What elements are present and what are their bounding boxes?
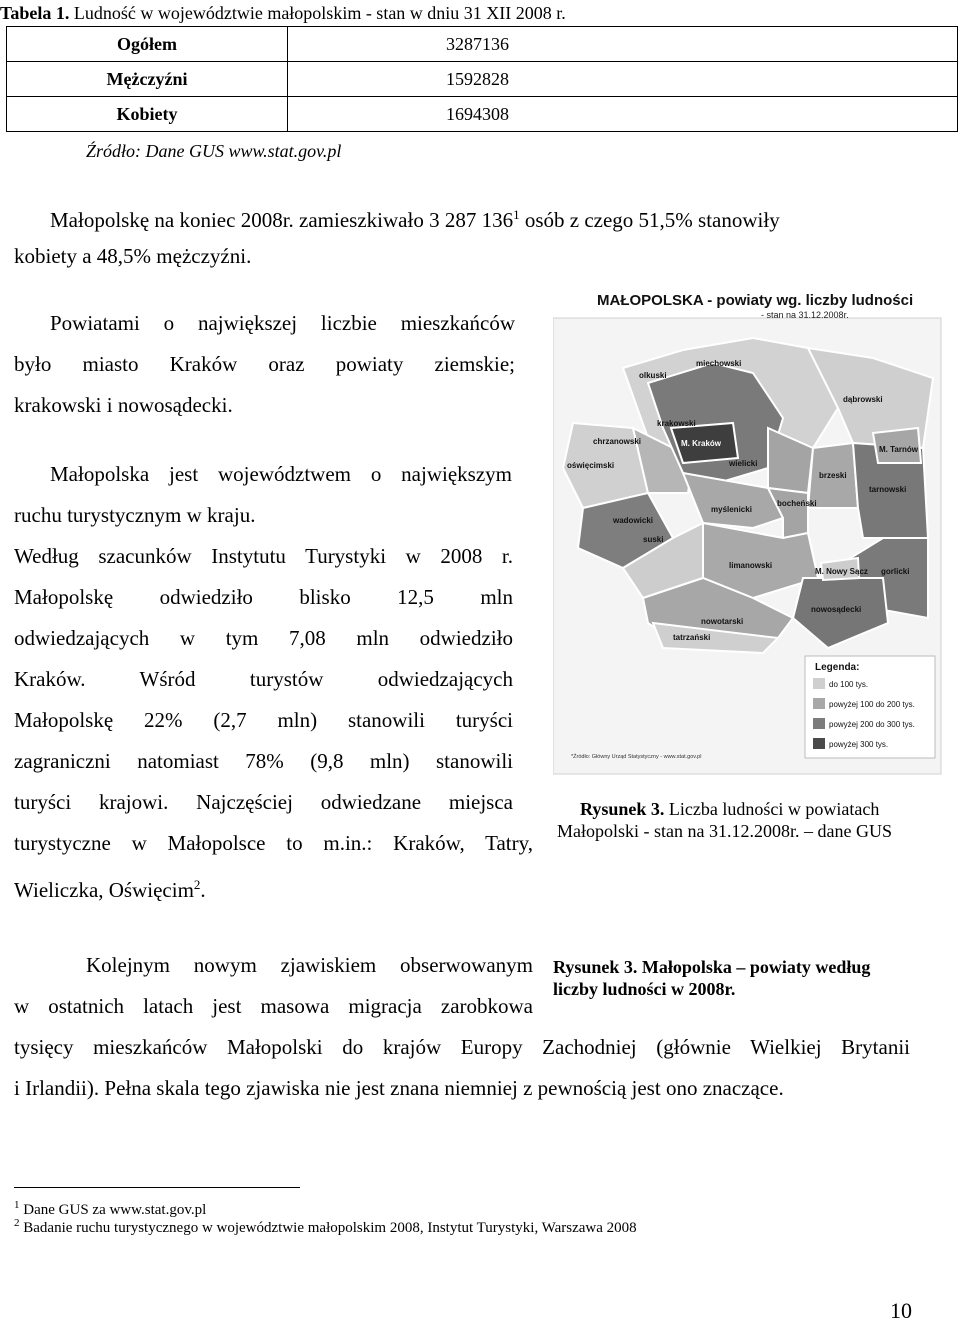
map-label: olkuski	[639, 371, 667, 380]
map-label: suski	[643, 535, 664, 544]
map-label: dąbrowski	[843, 395, 883, 404]
footnote-2: $^2$ Badanie ruchu turystycznego w województwie małopolskim 2008, Instytut Turystyki, Warszawa 2008	[14, 1217, 637, 1236]
legend-swatch	[813, 678, 825, 689]
paragraph-2-line: krakowski i nowosądecki.	[14, 393, 233, 417]
map-subtitle: - stan na 31.12.2008r.	[761, 310, 849, 320]
paragraph-2-line: było miasto Kraków oraz powiaty ziemskie;	[14, 352, 515, 376]
paragraph-4-line-4: i Irlandii). Pełna skala tego zjawiska nie jest znana niemniej z pewnością jest ono znaczące.	[14, 1076, 784, 1100]
figure-caption-2-line-2: liczby ludności w 2008r.	[553, 979, 736, 999]
table-cell-label: Kobiety	[7, 97, 288, 132]
footnote-ref-1: 1	[513, 207, 520, 222]
legend-label: do 100 tys.	[829, 680, 869, 689]
map-label: tatrzański	[673, 633, 711, 642]
table-cell-value: 1694308	[446, 103, 509, 124]
legend-swatch	[813, 738, 825, 749]
paragraph-3-line: Według szacunków Instytutu Turystyki w 2008 r.	[14, 544, 513, 568]
map-label: brzeski	[819, 471, 847, 480]
paragraph-3-line: ruchu turystycznym w kraju.	[14, 503, 256, 527]
paragraph-1-line-2: kobiety a 48,5% mężczyźni.	[14, 244, 252, 268]
map-label: limanowski	[729, 561, 773, 570]
table-cell-value: 3287136	[446, 33, 509, 54]
figure-caption-2-line-1: Rysunek 3. Małopolska – powiaty według	[553, 957, 871, 977]
map-label: bocheński	[777, 499, 817, 508]
map-label: chrzanowski	[593, 437, 642, 446]
map-title: MAŁOPOLSKA - powiaty wg. liczby ludności	[597, 292, 914, 309]
map-label: M. Nowy Sącz	[815, 567, 868, 576]
table-cell-value: 1592828	[446, 68, 509, 89]
paragraph-1-line-1: Małopolskę na koniec 2008r. zamieszkiwało 3 287 $136^1$ osób z czego 51,5% stanowiły	[50, 207, 780, 232]
page-number: 10	[890, 1298, 912, 1323]
footnote-1: $^1$ Dane GUS za www.stat.gov.pl	[14, 1199, 207, 1218]
table-row	[7, 97, 958, 132]
powiaty-map	[553, 278, 943, 778]
table-caption-label: Tabela 1.	[0, 3, 70, 23]
legend-title: Legenda:	[815, 662, 860, 673]
footnote-separator	[14, 1187, 300, 1188]
map-label: nowosądecki	[811, 605, 862, 614]
paragraph-3-line: Małopolskę 22% (2,7 mln) stanowili turyści	[14, 708, 513, 732]
map-label: M. Kraków	[681, 439, 722, 448]
legend-swatch	[813, 698, 825, 709]
map-label: nowotarski	[701, 617, 744, 626]
paragraph-2-line: Powiatami o największej liczbie mieszkańców	[50, 311, 515, 335]
map-label: gorlicki	[881, 567, 910, 576]
map-legend	[805, 656, 935, 758]
paragraph-4-line-2: w ostatnich latach jest masowa migracja zarobkowa	[14, 994, 533, 1018]
legend-label: powyżej 100 do 200 tys.	[829, 700, 915, 709]
table-cell-label: Ogółem	[7, 27, 288, 62]
legend-swatch	[813, 718, 825, 729]
footnote-ref-2: 2	[193, 877, 201, 892]
map-source-note: *Źródło: Główny Urząd Statystyczny - www.stat.gov.pl	[571, 754, 702, 760]
map-label: miechowski	[696, 359, 742, 368]
paragraph-4-line-3: tysięcy mieszkańców Małopolski do krajów Europy Zachodniej (głównie Wielkiej Brytanii	[14, 1035, 910, 1059]
map-label: tarnowski	[869, 485, 907, 494]
legend-label: powyżej 200 do 300 tys.	[829, 720, 915, 729]
paragraph-3-line: turystyczne w Małopolsce to m.in.: Kraków, Tatry,	[14, 831, 533, 855]
table-cell-label: Mężczyźni	[7, 62, 288, 97]
paragraph-3-line: Kraków. Wśród turystów odwiedzających	[14, 667, 513, 691]
figure-caption-line-1: Rysunek 3. Liczba ludności w powiatach	[580, 799, 880, 819]
paragraph-3-last-line: Wieliczka, Oświęcim$^2$.	[14, 877, 206, 902]
figure-caption-line-2: Małopolski - stan na 31.12.2008r. – dane GUS	[557, 821, 892, 841]
paragraph-3-line: Małopolska jest województwem o największym	[50, 462, 512, 486]
table-source: Źródło: Dane GUS www.stat.gov.pl	[86, 141, 342, 161]
table-caption-text: Ludność w województwie małopolskim - stan w dniu 31 XII 2008 r.	[69, 3, 566, 23]
map-label: oświęcimski	[567, 461, 615, 470]
map-label: wadowicki	[613, 516, 654, 525]
map-label: myślenicki	[711, 505, 752, 514]
powiaty-map-figure	[553, 278, 943, 778]
figure-caption-label: Rysunek 3.	[580, 799, 665, 819]
paragraph-3-line: Małopolskę odwiedziło blisko 12,5 mln	[14, 585, 513, 609]
paragraph-3-line: zagraniczni natomiast 78% (9,8 mln) stanowili	[14, 749, 513, 773]
legend-label: powyżej 300 tys.	[829, 740, 889, 749]
map-label: krakowski	[657, 419, 696, 428]
population-table	[6, 26, 958, 132]
paragraph-4-line-1: Kolejnym nowym zjawiskiem obserwowanym	[86, 953, 533, 977]
map-label: wielicki	[729, 459, 758, 468]
table-row	[7, 62, 958, 97]
table-caption	[0, 3, 566, 24]
map-label: M. Tarnów	[879, 445, 918, 454]
paragraph-3-line: odwiedzających w tym 7,08 mln odwiedziło	[14, 626, 513, 650]
paragraph-3-line: turyści krajowi. Najczęściej odwiedzane miejsca	[14, 790, 513, 814]
table-row	[7, 27, 958, 62]
